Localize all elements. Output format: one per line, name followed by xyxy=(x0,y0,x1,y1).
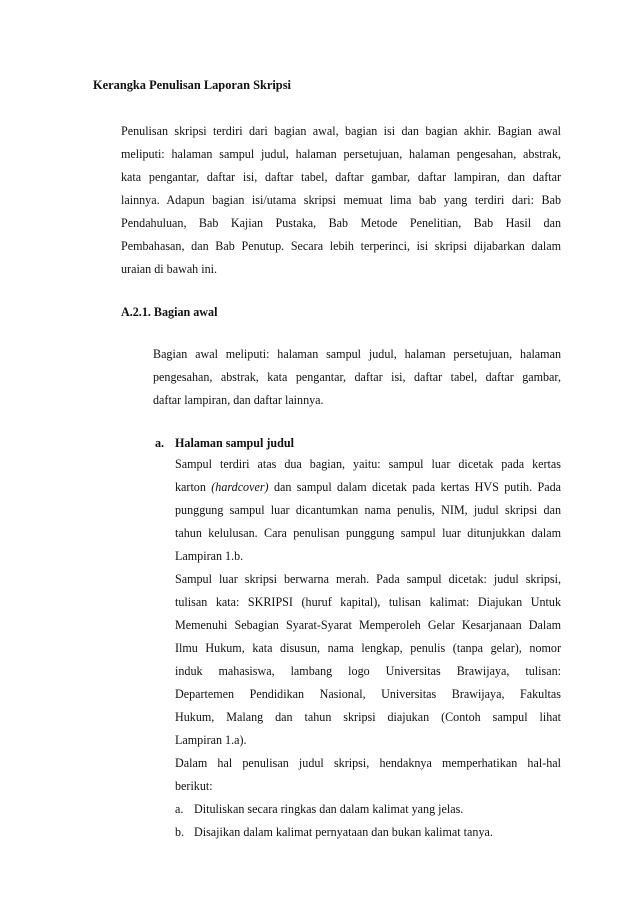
subsection-heading: Halaman sampul judul xyxy=(175,436,294,450)
intro-line: kata pengantar, daftar isi, daftar tabel, daftar gambar, daftar lampiran, dan daftar xyxy=(121,170,561,184)
para3-line: Dalam hal penulisan judul skripsi, hendaknya memperhatikan hal-hal xyxy=(175,756,561,770)
section-heading: A.2.1. Bagian awal xyxy=(121,305,218,319)
para3-line: berikut: xyxy=(175,779,213,793)
hardcover-term: (hardcover) xyxy=(211,480,269,494)
para2-line: tulisan kata: SKRIPSI (huruf kapital), tulisan kalimat: Diajukan Untuk xyxy=(175,595,561,609)
intro-line: Pembahasan, dan Bab Penutup. Secara lebih terperinci, isi skripsi dijabarkan dalam xyxy=(121,239,561,253)
para2-line: Sampul luar skripsi berwarna merah. Pada sampul dicetak: judul skripsi, xyxy=(175,572,561,586)
para1-line: Lampiran 1.b. xyxy=(175,549,244,563)
intro-line: Pendahuluan, Bab Kajian Pustaka, Bab Metode Penelitian, Bab Hasil dan xyxy=(121,216,561,230)
para1-line: tahun kelulusan. Cara penulisan punggung sampul luar ditunjukkan dalam xyxy=(175,526,561,540)
para2-line: Ilmu Hukum, kata disusun, nama lengkap, penulis (tanpa gelar), nomor xyxy=(175,641,561,655)
para2-line: Memenuhi Sebagian Syarat-Syarat Memperoleh Gelar Kesarjanaan Dalam xyxy=(175,618,561,632)
para2-line: Departemen Pendidikan Nasional, Universitas Brawijaya, Fakultas xyxy=(175,687,561,701)
section-line: daftar lampiran, dan daftar lainnya. xyxy=(153,393,324,407)
para2-line: Lampiran 1.a). xyxy=(175,733,247,747)
intro-line: lainnya. Adapun bagian isi/utama skripsi memuat lima bab yang terdiri dari: Bab xyxy=(121,193,561,207)
para2-line: induk mahasiswa, lambang logo Universitas Brawijaya, tulisan: xyxy=(175,664,561,678)
intro-line: Penulisan skripsi terdiri dari bagian awal, bagian isi dan bagian akhir. Bagian awal xyxy=(121,124,561,138)
section-line: pengesahan, abstrak, kata pengantar, daftar isi, daftar tabel, daftar gambar, xyxy=(153,370,561,384)
intro-line: uraian di bawah ini. xyxy=(121,262,218,276)
para1-line: punggung sampul luar dicantumkan nama penulis, NIM, judul skripsi dan xyxy=(175,503,561,517)
para1-line2-pre: karton xyxy=(175,480,212,494)
list-item-marker: a. xyxy=(175,802,184,816)
list-item: Disajikan dalam kalimat pernyataan dan bukan kalimat tanya. xyxy=(194,825,493,839)
subsection-marker: a. xyxy=(155,436,165,450)
list-item: Dituliskan secara ringkas dan dalam kalimat yang jelas. xyxy=(194,802,464,816)
list-item-marker: b. xyxy=(175,825,185,839)
para1-line-with-italic xyxy=(175,479,561,495)
section-line: Bagian awal meliputi: halaman sampul judul, halaman persetujuan, halaman xyxy=(153,347,561,361)
para1-line: Sampul terdiri atas dua bagian, yaitu: sampul luar dicetak pada kertas xyxy=(175,457,561,471)
intro-line: meliputi: halaman sampul judul, halaman persetujuan, halaman pengesahan, abstrak, xyxy=(121,147,561,161)
para2-line: Hukum, Malang dan tahun skripsi diajukan (Contoh sampul lihat xyxy=(175,710,561,724)
document-title: Kerangka Penulisan Laporan Skripsi xyxy=(93,78,291,92)
para1-line2-post: dan sampul dalam dicetak pada kertas HVS putih. Pada xyxy=(268,480,561,494)
